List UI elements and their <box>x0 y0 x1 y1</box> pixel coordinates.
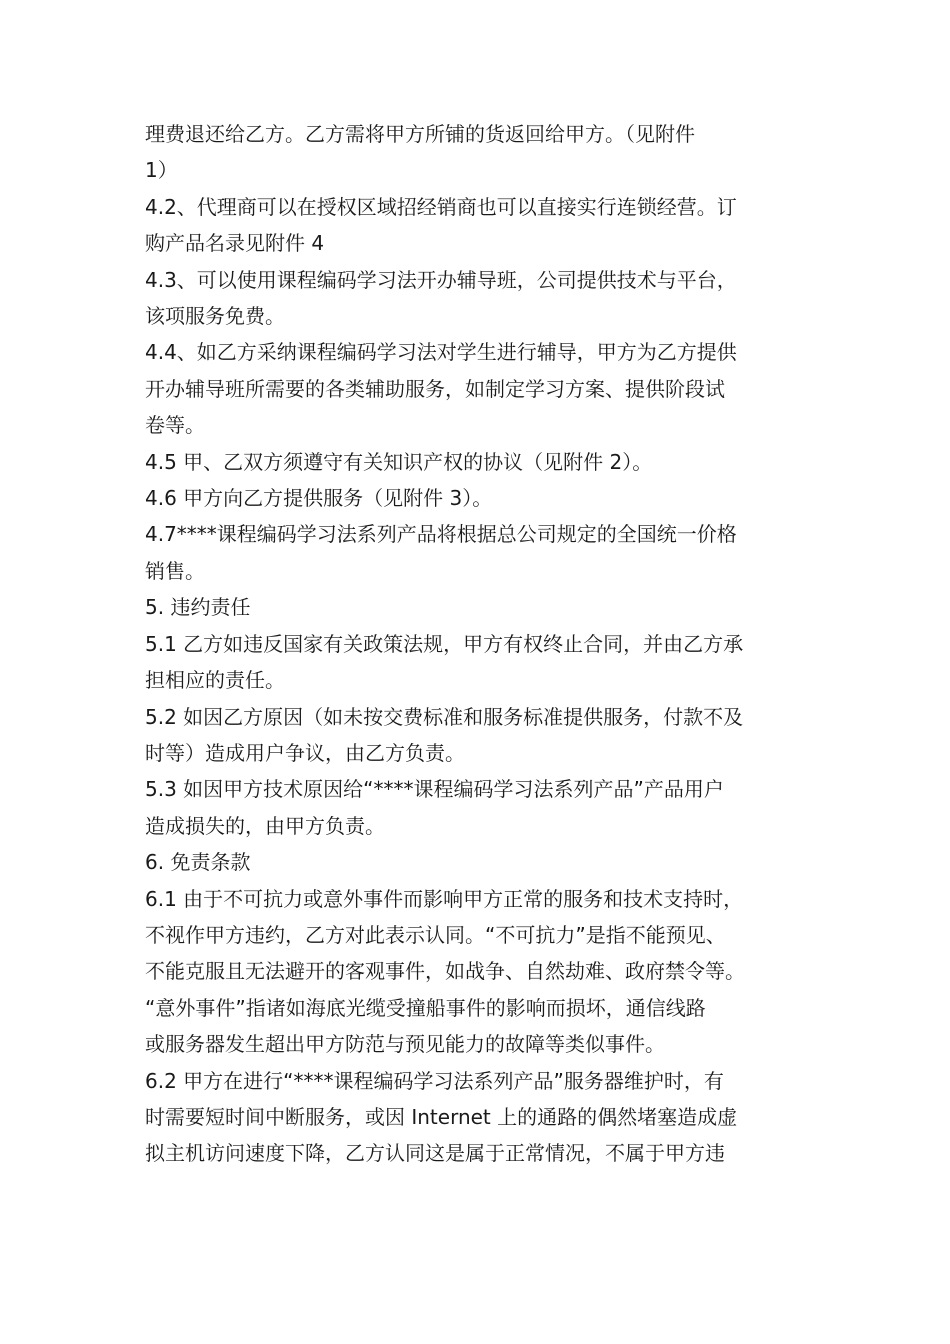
text-line: 该项服务免费。 <box>145 304 285 329</box>
text-line: 理费退还给乙方。乙方需将甲方所铺的货返回给甲方。（见附件 <box>145 122 695 146</box>
clause-6-2: 6.2 甲方在进行“****课程编码学习法系列产品”服务器维护时，有 <box>145 1068 724 1093</box>
text-line: 拟主机访问速度下降，乙方认同这是属于正常情况，不属于甲方违 <box>145 1141 725 1166</box>
clause-4-4: 4.4、如乙方采纳课程编码学习法对学生进行辅导，甲方为乙方提供 <box>145 340 737 365</box>
text-line: 时需要短时间中断服务，或因 Internet 上的通路的偶然堵塞造成虚 <box>145 1104 738 1129</box>
text-line: 时等）造成用户争议，由乙方负责。 <box>145 740 465 765</box>
clause-4-3: 4.3、可以使用课程编码学习法开办辅导班，公司提供技术与平台， <box>145 267 737 292</box>
text-line: 不能克服且无法避开的客观事件，如战争、自然劫难、政府禁令等。 <box>145 959 745 984</box>
clause-6-1: 6.1 由于不可抗力或意外事件而影响甲方正常的服务和技术支持时， <box>145 886 744 911</box>
section-heading-6: 6. 免责条款 <box>145 850 251 875</box>
section-heading-5: 5. 违约责任 <box>145 595 251 620</box>
text-line: 销售。 <box>145 558 205 583</box>
document-body <box>145 116 815 1172</box>
text-line: 开办辅导班所需要的各类辅助服务，如制定学习方案、提供阶段试 <box>145 376 725 401</box>
text-line: 购产品名录见附件 4 <box>145 231 325 256</box>
clause-4-7: 4.7****课程编码学习法系列产品将根据总公司规定的全国统一价格 <box>145 522 737 547</box>
text-line: 或服务器发生超出甲方防范与预见能力的故障等类似事件。 <box>145 1032 665 1057</box>
text-line: 不视作甲方违约，乙方对此表示认同。“不可抗力”是指不能预见、 <box>145 922 726 947</box>
text-line: 担相应的责任。 <box>145 668 285 693</box>
clause-4-6: 4.6 甲方向乙方提供服务（见附件 3）。 <box>145 486 493 511</box>
text-line: 卷等。 <box>145 413 205 438</box>
clause-5-2: 5.2 如因乙方原因（如未按交费标准和服务标准提供服务，付款不及 <box>145 704 744 729</box>
clause-5-3: 5.3 如因甲方技术原因给“****课程编码学习法系列产品”产品用户 <box>145 777 724 802</box>
clause-5-1: 5.1 乙方如违反国家有关政策法规，甲方有权终止合同，并由乙方承 <box>145 631 744 656</box>
text-line: “意外事件”指诸如海底光缆受撞船事件的影响而损坏，通信线路 <box>145 995 706 1020</box>
text-line: 1） <box>145 158 178 183</box>
clause-4-2: 4.2、代理商可以在授权区域招经销商也可以直接实行连锁经营。订 <box>145 194 737 219</box>
text-line: 造成损失的，由甲方负责。 <box>145 813 385 838</box>
clause-4-5: 4.5 甲、乙双方须遵守有关知识产权的协议（见附件 2）。 <box>145 449 653 474</box>
